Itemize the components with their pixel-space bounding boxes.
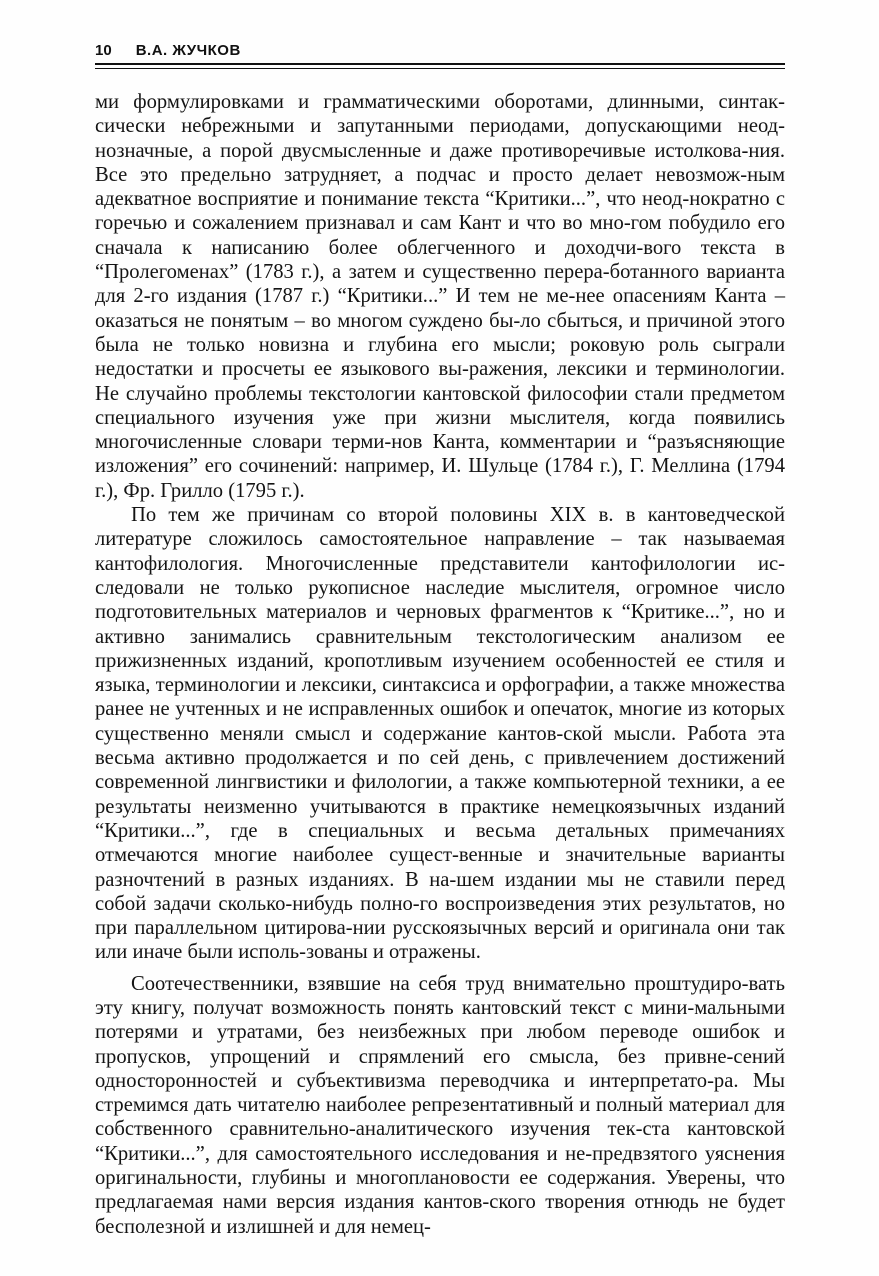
paragraph-compatriots: Соотечественники, взявшие на себя труд внимательно проштудиро-вать эту книгу, получат возможность понять кантовский текст с мини-мальными потерями и утратами, без неизбежных при любом переводе ошибок и пропусков, упрощений и спрямлений его смысла, без привне-сений односторонностей и субъективизма переводчика и интерпретато-ра. Мы стремимся дать читателю наиболее репрезентативный и полный материал для собственного сравнительно-аналитического изучения тек-ста кантовской “Критики...”, для самостоятельного исследования и не-предвзятого уяснения оригинальности, глубины и многоплановости ее содержания. Уверены, что предлагаемая нами версия издания кантов-ского творения отнюдь не будет бесполезной и излишней и для немец- [95,972,785,1238]
body-text [95,90,785,1239]
paragraph-kantophilology: По тем же причинам со второй половины XIX в. в кантоведческой литературе сложилось самостоятельное направление – так называемая кантофилология. Многочисленные представители кантофилологии ис-следовали не только рукописное наследие мыслителя, огромное число подготовительных материалов и черновых фрагментов к “Критике...”, но и активно занимались сравнительным текстологическим анализом ее прижизненных изданий, кропотливым изучением особенностей ее стиля и языка, терминологии и лексики, синтаксиса и орфографии, а также множества ранее не учтенных и не исправленных ошибок и опечаток, многие из которых существенно меняли смысл и содержание кантов-ской мысли. Работа эта весьма активно продолжается и по сей день, с привлечением достижений современной лингвистики и филологии, а также компьютерной техники, а ее результаты неизменно учитываются в практике немецкоязычных изданий “Критики...”, где в специальных и весьма детальных примечаниях отмечаются многие наиболее сущест-венные и значительные варианты разночтений в разных изданиях. В на-шем издании мы не ставили перед собой задачи сколько-нибудь полно-го воспроизведения этих результатов, но при параллельном цитирова-нии русскоязычных версий и оригинала они так или иначе были исполь-зованы и отражены. [95,504,785,964]
paragraph-continued: ми формулировками и грамматическими оборотами, длинными, синтак-сически небрежными и запутанными периодами, допускающими неод-нозначные, а порой двусмысленные и даже противоречивые истолкова-ния. Все это предельно затрудняет, а подчас и просто делает невозмож-ным адекватное восприятие и понимание текста “Критики...”, что неод-нократно с горечью и сожалением признавал и сам Кант и что во мно-гом побудило его сначала к написанию более облегченного и доходчи-вого текста в “Пролегоменах” (1783 г.), а затем и существенно перера-ботанного варианта для 2-го издания (1787 г.) “Критики...” И тем не ме-нее опасениям Канта – оказаться не понятым – во многом суждено бы-ло сбыться, и причиной этого была не только новизна и глубина его мысли; роковую роль сыграли недостатки и просчеты ее языкового вы-ражения, лексики и терминологии. Не случайно проблемы текстологии кантовской философии стали предметом специального изучения уже при жизни мыслителя, когда появились многочисленные словари терми-нов Канта, комментарии и “разъясняющие изложения” его сочинений: например, И. Шульце (1784 г.), Г. Меллина (1794 г.), Фр. Грилло (1795 г.). [95,91,785,502]
header-rule-thin [95,68,785,69]
running-head-author: В.А. ЖУЧКОВ [135,42,241,59]
page-number: 10 [95,42,112,59]
header-rule-thick [95,63,785,65]
running-head [95,40,784,62]
